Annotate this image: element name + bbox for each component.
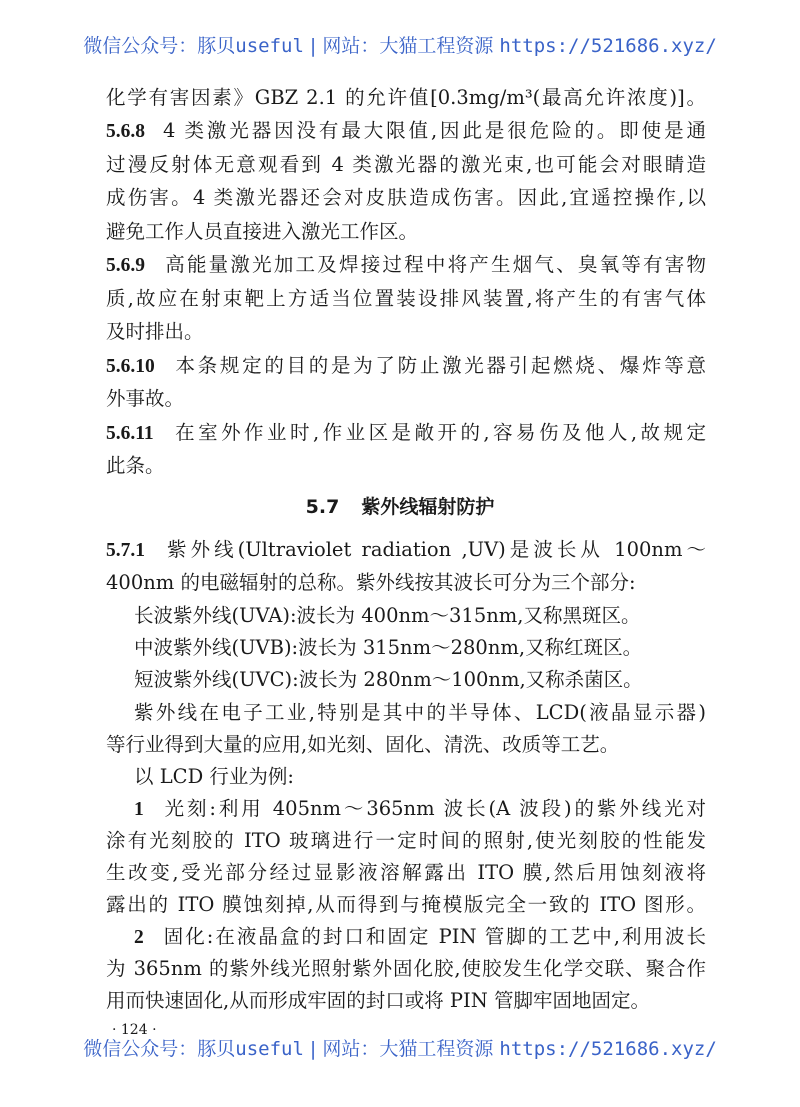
text-line xyxy=(134,700,706,726)
text-line xyxy=(106,537,706,564)
text-line xyxy=(106,185,706,211)
line-text: 固化:在液晶盒的封口和固定 PIN 管脚的工艺中,利用波长 xyxy=(161,925,706,948)
clause-number: 2 xyxy=(134,927,144,948)
heading-title: 紫外线辐射防护 xyxy=(361,496,495,518)
text-line xyxy=(106,892,706,918)
line-text: 避免工作人员直接进入激光工作区。 xyxy=(106,220,419,243)
line-text: 以 LCD 行业为例: xyxy=(134,765,294,788)
clause-number: 5.7.1 xyxy=(106,540,145,561)
line-text: 此条。 xyxy=(106,454,165,477)
text-line xyxy=(106,956,706,982)
text-line xyxy=(106,570,706,596)
line-text: 过漫反射体无意观看到 4 类激光器的激光束,也可能会对眼睛造 xyxy=(106,153,706,176)
watermark-text: 微信公众号：豚贝 xyxy=(83,1038,236,1060)
text-line xyxy=(106,219,706,245)
clause-number: 1 xyxy=(134,799,144,820)
line-text: 等行业得到大量的应用,如光刻、固化、清洗、改质等工艺。 xyxy=(106,733,620,756)
line-text: 外事故。 xyxy=(106,387,185,410)
text-line xyxy=(106,386,706,412)
line-text: 涂有光刻胶的 ITO 玻璃进行一定时间的照射,使光刻胶的性能发 xyxy=(106,829,706,852)
watermark-bottom xyxy=(0,1034,800,1061)
line-text: 质,故应在射束靶上方适当位置装设排风装置,将产生的有害气体 xyxy=(106,287,706,310)
text-line xyxy=(106,860,706,886)
line-text: 在室外作业时,作业区是敞开的,容易伤及他人,故规定 xyxy=(171,421,706,444)
line-text: 及时排出。 xyxy=(106,320,204,343)
line-text: 中波紫外线(UVB):波长为 315nm～280nm,又称红斑区。 xyxy=(134,636,643,659)
line-text: 短波紫外线(UVC):波长为 280nm～100nm,又称杀菌区。 xyxy=(134,668,643,691)
line-text: 生改变,受光部分经过显影液溶解露出 ITO 膜,然后用蚀刻液将 xyxy=(106,861,706,884)
text-line xyxy=(106,319,706,345)
watermark-text: 网站：大猫工程资源 xyxy=(322,1038,500,1060)
text-line xyxy=(134,635,706,661)
text-line xyxy=(106,420,706,447)
watermark-top xyxy=(0,31,800,58)
watermark-text: useful xyxy=(235,35,304,57)
line-text: 为 365nm 的紫外线光照射紫外固化胶,使胶发生化学交联、聚合作 xyxy=(106,957,706,980)
line-text: 用而快速固化,从而形成牢固的封口或将 PIN 管脚牢固地固定。 xyxy=(106,989,650,1012)
watermark-text: 网站：大猫工程资源 xyxy=(322,35,500,57)
text-line xyxy=(134,603,706,629)
text-line xyxy=(106,118,706,145)
line-text: 成伤害。4 类激光器还会对皮肤造成伤害。因此,宜遥控操作,以 xyxy=(106,186,706,209)
watermark-url[interactable]: https://521686.xyz/ xyxy=(499,35,717,57)
text-line xyxy=(106,453,706,479)
text-line xyxy=(106,85,706,111)
watermark-text: useful xyxy=(235,1038,304,1060)
text-line xyxy=(106,353,706,380)
line-text: 高能量激光加工及焊接过程中将产生烟气、臭氧等有害物 xyxy=(163,253,706,276)
text-line xyxy=(106,732,706,758)
section-heading xyxy=(0,492,800,519)
text-line xyxy=(134,764,706,790)
text-line xyxy=(106,252,706,279)
line-text: 400nm 的电磁辐射的总称。紫外线按其波长可分为三个部分: xyxy=(106,571,636,594)
line-text: 本条规定的目的是为了防止激光器引起燃烧、爆炸等意 xyxy=(172,354,706,377)
text-line xyxy=(134,924,706,951)
watermark-separator: | xyxy=(303,35,323,57)
line-text: 光刻:利用 405nm～365nm 波长(A 波段)的紫外线光对 xyxy=(161,797,706,820)
page-number: · 124 · xyxy=(112,1022,157,1038)
text-line xyxy=(106,152,706,178)
watermark-separator: | xyxy=(303,1038,323,1060)
clause-number: 5.6.11 xyxy=(106,423,154,444)
line-text: 化学有害因素》GBZ 2.1 的允许值[0.3mg/m³(最高允许浓度)]。 xyxy=(106,86,706,109)
clause-number: 5.6.9 xyxy=(106,255,145,276)
watermark-text: 微信公众号：豚贝 xyxy=(83,35,236,57)
line-text: 长波紫外线(UVA):波长为 400nm～315nm,又称黑斑区。 xyxy=(134,604,641,627)
clause-number: 5.6.8 xyxy=(106,121,145,142)
heading-number: 5.7 xyxy=(305,496,340,518)
line-text: 紫外线(Ultraviolet radiation ,UV)是波长从 100nm～ xyxy=(163,538,706,561)
text-line xyxy=(134,667,706,693)
line-text: 露出的 ITO 膜蚀刻掉,从而得到与掩模版完全一致的 ITO 图形。 xyxy=(106,893,706,916)
line-text: 紫外线在电子工业,特别是其中的半导体、LCD(液晶显示器) xyxy=(134,701,706,724)
text-line xyxy=(106,988,706,1014)
line-text: 4 类激光器因没有最大限值,因此是很危险的。即使是通 xyxy=(163,119,706,142)
text-line xyxy=(134,796,706,823)
text-line xyxy=(106,286,706,312)
watermark-url[interactable]: https://521686.xyz/ xyxy=(499,1038,717,1060)
clause-number: 5.6.10 xyxy=(106,356,155,377)
text-line xyxy=(106,828,706,854)
